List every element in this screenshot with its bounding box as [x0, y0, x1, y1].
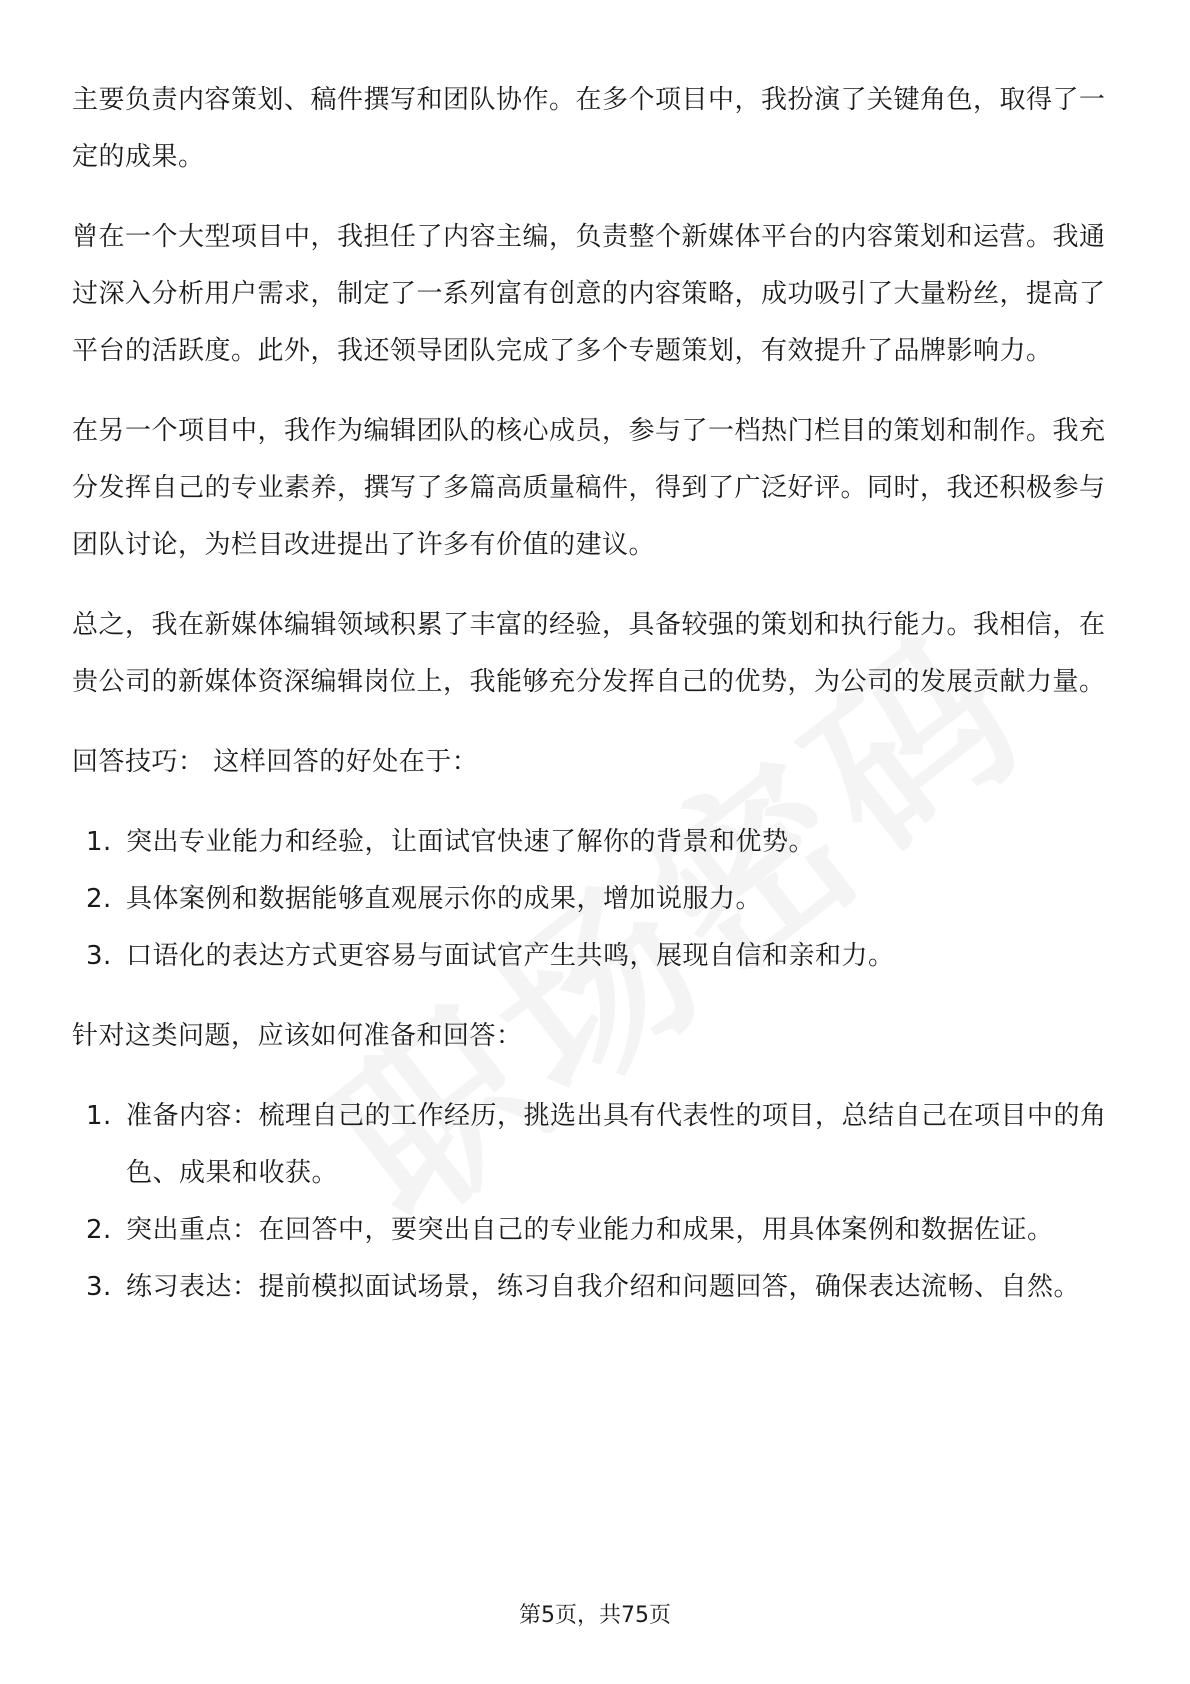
list-number: 3. — [86, 941, 112, 971]
list-number: 1. — [86, 1101, 112, 1131]
list-item-text: 口语化的表达方式更容易与面试官产生共鸣，展现自信和亲和力。 — [126, 941, 895, 971]
prep-list — [72, 1088, 1122, 1316]
list-item-text: 练习表达：提前模拟面试场景，练习自我介绍和问题回答，确保表达流畅、自然。 — [126, 1272, 1081, 1302]
list-item-text: 具体案例和数据能够直观展示你的成果，增加说服力。 — [126, 884, 763, 914]
list-item — [72, 1202, 1122, 1259]
list-item-text: 突出专业能力和经验，让面试官快速了解你的背景和优势。 — [126, 827, 816, 857]
list-item — [72, 928, 1122, 985]
paragraph-3: 在另一个项目中，我作为编辑团队的核心成员，参与了一档热门栏目的策划和制作。我充分发挥自己的专业素养，撰写了多篇高质量稿件，得到了广泛好评。同时，我还积极参与团队讨论，为栏目改进提出了许多有价值的建议。 — [72, 416, 1106, 560]
list-item — [72, 814, 1122, 871]
document-body — [72, 72, 1122, 1339]
list-item — [72, 1259, 1122, 1316]
tips-heading: 回答技巧： 这样回答的好处在于： — [72, 747, 479, 777]
list-number: 2. — [86, 884, 112, 914]
paragraph-1: 主要负责内容策划、稿件撰写和团队协作。在多个项目中，我扮演了关键角色，取得了一定的成果。 — [72, 85, 1106, 172]
prep-heading: 针对这类问题，应该如何准备和回答： — [72, 1021, 523, 1051]
list-number: 3. — [86, 1272, 112, 1302]
list-item-text: 突出重点：在回答中，要突出自己的专业能力和成果，用具体案例和数据佐证。 — [126, 1215, 1054, 1245]
list-number: 2. — [86, 1215, 112, 1245]
page-number: 第5页，共75页 — [519, 1603, 671, 1628]
list-item-text: 准备内容：梳理自己的工作经历，挑选出具有代表性的项目，总结自己在项目中的角色、成果和收获。 — [126, 1101, 1107, 1188]
list-number: 1. — [86, 827, 112, 857]
paragraph-4: 总之，我在新媒体编辑领域积累了丰富的经验，具备较强的策划和执行能力。我相信，在贵公司的新媒体资深编辑岗位上，我能够充分发挥自己的优势，为公司的发展贡献力量。 — [72, 610, 1106, 697]
paragraph-2: 曾在一个大型项目中，我担任了内容主编，负责整个新媒体平台的内容策划和运营。我通过深入分析用户需求，制定了一系列富有创意的内容策略，成功吸引了大量粉丝，提高了平台的活跃度。此外，我还领导团队完成了多个专题策划，有效提升了品牌影响力。 — [72, 222, 1106, 366]
tips-list — [72, 814, 1122, 985]
list-item — [72, 871, 1122, 928]
list-item — [72, 1088, 1122, 1202]
